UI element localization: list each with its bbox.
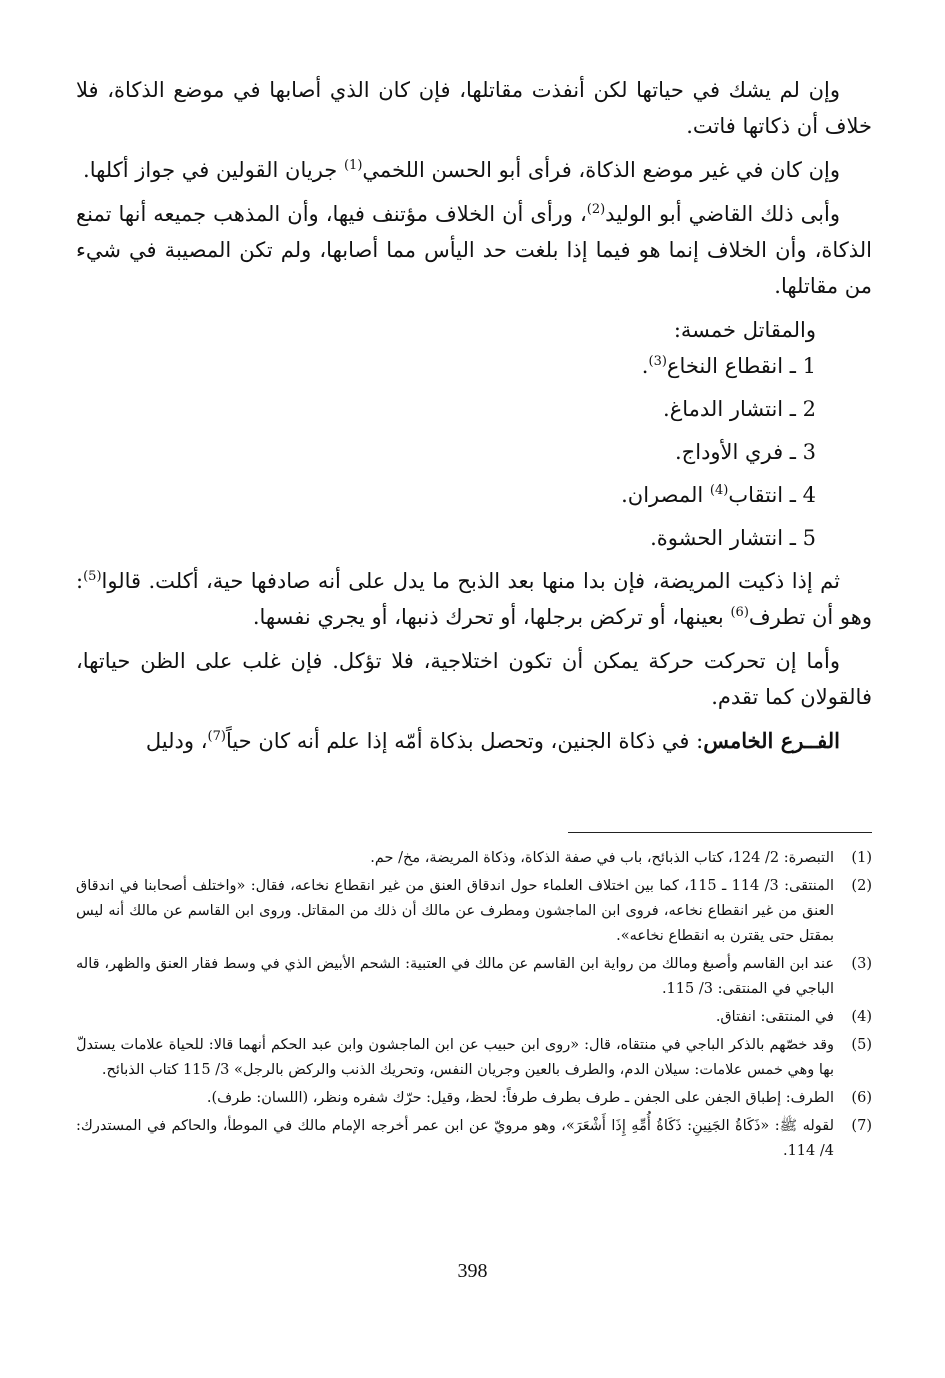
footnote bbox=[76, 1033, 872, 1083]
page-number: 398 bbox=[457, 1260, 488, 1282]
list-item-text: 4 ـ انتقاب bbox=[728, 483, 816, 507]
paragraph-4 bbox=[76, 563, 872, 635]
footnote-text: الطرف: إطباق الجفن على الجفن ـ طرف بطرف طرفاً: لحظ، وقيل: حرّك شفره ونظر، (اللسان: طرف). bbox=[206, 1090, 834, 1106]
section-heading: الفــرع الخامس bbox=[703, 728, 840, 753]
footnote-ref[interactable]: (6) bbox=[730, 605, 749, 620]
footnote bbox=[76, 1114, 872, 1164]
footnote-number: (7) bbox=[851, 1118, 872, 1134]
list-item-text: 1 ـ انقطاع النخاع bbox=[666, 354, 816, 378]
paragraph-text: وإن لم يشك في حياتها لكن أنفذت مقاتلها، فإن كان الذي أصابها في موضع الذكاة، فلا خلاف أن ذكاتها فاتت. bbox=[76, 78, 872, 138]
paragraph-1 bbox=[76, 72, 872, 144]
list-item: 2 ـ انتشار الدماغ. bbox=[663, 397, 816, 421]
footnote-number: (4) bbox=[851, 1009, 872, 1025]
footnote-text: في المنتقى: انفتاق. bbox=[715, 1009, 834, 1025]
paragraph-text: ، ودليل bbox=[145, 729, 208, 753]
footnote-ref[interactable]: (3) bbox=[648, 354, 667, 369]
footnote-ref[interactable]: (1) bbox=[343, 158, 363, 173]
list-item: 3 ـ فري الأوداج. bbox=[675, 440, 816, 464]
list-item: 5 ـ انتشار الحشوة. bbox=[650, 526, 816, 550]
paragraph-text: : وهو أن تطرف bbox=[76, 569, 872, 629]
footnote-number: (3) bbox=[851, 956, 872, 972]
footnote-number: (6) bbox=[851, 1090, 872, 1106]
footnote-text: لقوله ﷺ: «ذَكَاةُ الجَنِينِ: ذَكَاةُ أُمِّهِ إِذَا أَشْعَرَ»، وهو مرويّ عن ابن عمر أخرجه الإمام مالك في الموطأ، والحاكم في المستدرك: 4/ 114. bbox=[76, 1118, 834, 1159]
list-item bbox=[76, 477, 872, 513]
list-item bbox=[76, 348, 872, 384]
paragraph-text: ثم إذا ذكيت المريضة، فإن بدا منها بعد الذبح ما يدل على أنه صادفها حية، أكلت. قالوا bbox=[101, 569, 840, 593]
footnote bbox=[76, 952, 872, 1002]
paragraph-text: وأما إن تحركت حركة يمكن أن تكون اختلاجية، فلا تؤكل. فإن غلب على الظن حياتها، فالقولان كما تقدم. bbox=[76, 649, 872, 709]
paragraph-text: جريان القولين في جواز أكلها. bbox=[83, 158, 344, 182]
paragraph-5 bbox=[76, 643, 872, 715]
paragraph-2 bbox=[76, 152, 872, 188]
paragraph-6 bbox=[76, 723, 872, 759]
paragraph-text: ، ورأى أن الخلاف مؤتنف فيها، وأن المذهب جميعه أنها تمنع الذكاة، وأن الخلاف إنما هو فيما إذا بلغت حد اليأس مما أصابها، ولم تكن المصيبة في شيء من مقاتلها. bbox=[76, 202, 872, 298]
footnotes bbox=[76, 846, 872, 1167]
footnote-number: (2) bbox=[851, 878, 872, 894]
paragraph-text: وأبى ذلك القاضي أبو الوليد bbox=[605, 202, 840, 226]
mortal-points-list bbox=[76, 348, 872, 556]
footnote-text: المنتقى: 3/ 114 ـ 115، كما بين اختلاف العلماء حول اندقاق العنق من غير انقطاع نخاعه، فقال: «واختلف أصحابنا في اندقاق العنق من غير انقطاع نخاعه، فروى ابن الماجشون ومطرف عن مالك أن ذلك من المقاتل. وروى ابن القاسم عن مالك أنه ليس بمقتل حتى يقترن به انقطاع نخاعه». bbox=[76, 878, 835, 944]
paragraph-3 bbox=[76, 196, 872, 304]
footnote-text: عند ابن القاسم وأصبغ ومالك من رواية ابن القاسم عن مالك في العتبية: الشحم الأبيض الذي في وسط فقار العنق والظهر، قاله الباجي في المنتقى: 3/ 115. bbox=[76, 956, 834, 997]
footnote-text: وقد خصّهم بالذكر الباجي في منتقاه، قال: «روى ابن حبيب عن ابن الماجشون وابن عبد الحكم أنهما قالا: للحياة علامات يستدلّ بها وهي خمس علامات: سيلان الدم، والطرف بالعين وجريان النفس، وتحريك الذنب والركض بالرجل» 3/ 115 كتاب الذبائح. bbox=[76, 1037, 834, 1078]
footnote bbox=[76, 846, 872, 871]
footnote bbox=[76, 1086, 872, 1111]
list-item-text: . bbox=[641, 354, 649, 378]
main-text bbox=[76, 72, 872, 767]
footnote-number: (5) bbox=[851, 1037, 872, 1053]
footnote bbox=[76, 874, 872, 949]
footnote-ref[interactable]: (4) bbox=[709, 483, 729, 498]
list-item-text: المصران. bbox=[621, 483, 710, 507]
footnote-number: (1) bbox=[851, 850, 872, 866]
footnote-ref[interactable]: (2) bbox=[586, 202, 606, 217]
footnote-divider bbox=[568, 832, 872, 833]
footnote bbox=[76, 1005, 872, 1030]
paragraph-text: بعينها، أو تركض برجلها، أو تحرك ذنبها، أو يجري نفسها. bbox=[252, 605, 731, 629]
paragraph-text: وإن كان في غير موضع الذكاة، فرأى أبو الحسن اللخمي bbox=[362, 158, 840, 182]
footnote-text: التبصرة: 2/ 124، كتاب الذبائح، باب في صفة الذكاة، وذكاة المريضة، مخ/ حم. bbox=[370, 850, 834, 866]
footnote-ref[interactable]: (5) bbox=[83, 569, 102, 584]
footnote-ref[interactable]: (7) bbox=[207, 729, 226, 744]
paragraph-text: : في ذكاة الجنين، وتحصل بذكاة أمّه إذا علم أنه كان حياً bbox=[225, 729, 704, 753]
list-title: والمقاتل خمسة: bbox=[673, 318, 816, 342]
